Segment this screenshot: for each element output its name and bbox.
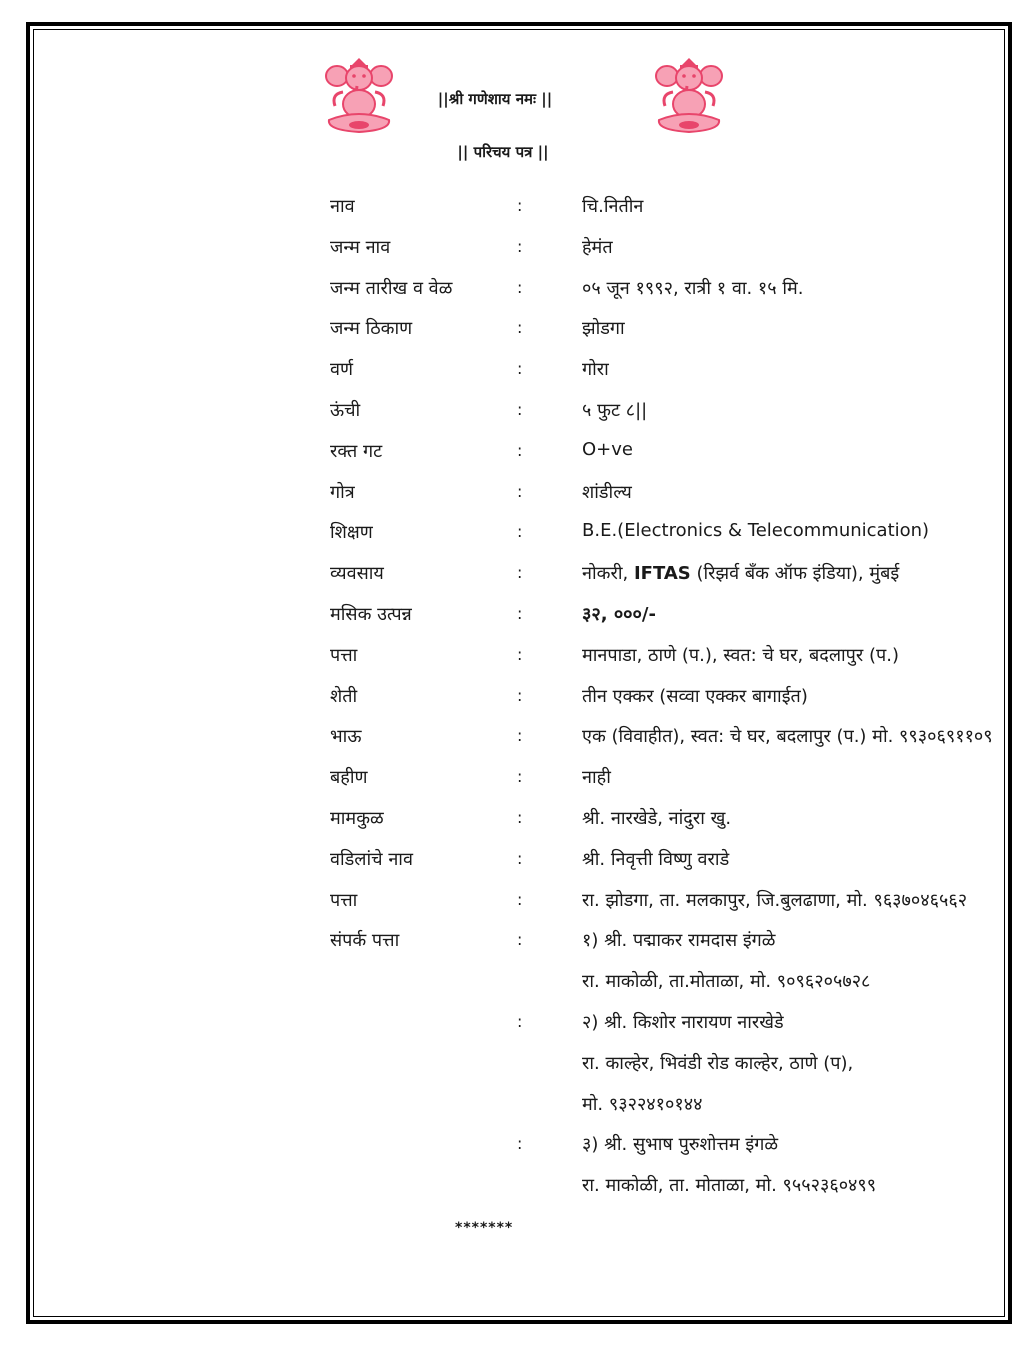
field-label: पत्ता xyxy=(330,644,358,666)
field-value: O+ve xyxy=(582,438,633,460)
field-separator: : xyxy=(517,318,523,338)
field-value: रा. झोडगा, ता. मलकापुर, जि.बुलढाणा, मो. ९६३७०४६५६२ xyxy=(582,889,968,911)
field-label: जन्म नाव xyxy=(330,236,391,258)
field-value: ३) श्री. सुभाष पुरुशोत्तम इंगळे xyxy=(582,1134,779,1156)
field-row xyxy=(0,235,1030,265)
field-row xyxy=(0,439,1030,469)
field-value: श्री. निवृत्ती विष्णु वराडे xyxy=(582,848,730,870)
field-row xyxy=(0,724,1030,754)
field-value: १) श्री. पद्माकर रामदास इंगळे xyxy=(582,930,776,952)
field-label: मसिक उत्पन्न xyxy=(330,604,412,625)
field-value: श्री. नारखेडे, नांदुरा खु. xyxy=(582,808,732,829)
field-value: B.E.(Electronics & Telecommunication) xyxy=(582,520,930,542)
field-separator: : xyxy=(517,196,523,215)
field-label: रक्त गट xyxy=(330,440,383,462)
field-row xyxy=(0,316,1030,346)
field-separator: : xyxy=(517,1134,523,1154)
field-value: ०५ जून १९९२, रात्री १ वा. १५ मि. xyxy=(582,277,804,299)
field-value: शांडील्य xyxy=(582,481,632,503)
field-value-bold: IFTAS xyxy=(633,563,691,585)
field-value: ५ फुट ८|| xyxy=(582,400,648,421)
field-row xyxy=(0,888,1030,918)
field-label: मामकुळ xyxy=(330,808,384,829)
field-row xyxy=(0,520,1030,550)
field-label: नाव xyxy=(330,196,355,217)
field-row xyxy=(0,357,1030,387)
field-value xyxy=(582,561,899,585)
field-separator: : xyxy=(517,1012,523,1031)
field-row xyxy=(0,847,1030,877)
field-value: झोडगा xyxy=(582,318,625,340)
footer-stars: ******* xyxy=(455,1220,514,1236)
field-label: बहीण xyxy=(330,767,368,789)
field-separator: : xyxy=(517,563,523,583)
field-separator: : xyxy=(517,685,523,705)
field-value: रा. माकोळी, ता.मोताळा, मो. ९०९६२०५७२८ xyxy=(582,971,871,993)
field-separator: : xyxy=(517,767,523,787)
field-separator: : xyxy=(517,440,523,460)
field-value: रा. काल्हेर, भिवंडी रोड काल्हेर, ठाणे (प), xyxy=(582,1052,854,1074)
field-value: मानपाडा, ठाणे (प.), स्वत: चे घर, बदलापुर (प.) xyxy=(582,644,899,666)
field-value: हेमंत xyxy=(582,236,613,258)
field-value-part: (रिझर्व बँक ऑफ इंडिया), मुंबई xyxy=(690,563,900,585)
field-row xyxy=(0,194,1030,224)
field-value: नाही xyxy=(582,767,611,789)
field-row xyxy=(0,1173,1030,1203)
document-title: || परिचय पत्र || xyxy=(457,143,549,161)
field-separator: : xyxy=(517,359,523,379)
field-row xyxy=(0,602,1030,632)
field-separator: : xyxy=(517,277,523,297)
field-separator: : xyxy=(517,930,523,950)
field-row xyxy=(0,1051,1030,1081)
field-row xyxy=(0,684,1030,714)
field-label: जन्म ठिकाण xyxy=(330,318,413,340)
field-row xyxy=(0,969,1030,999)
field-label: वर्ण xyxy=(330,359,354,381)
field-separator: : xyxy=(517,604,523,623)
field-value: गोरा xyxy=(582,359,609,381)
field-value-bold: ३२, ०००/- xyxy=(582,604,656,625)
field-row xyxy=(0,928,1030,958)
field-row xyxy=(0,1092,1030,1122)
field-label: पत्ता xyxy=(330,889,358,911)
field-separator: : xyxy=(517,481,523,501)
field-label: वडिलांचे नाव xyxy=(330,848,413,870)
field-separator: : xyxy=(517,644,523,664)
field-value xyxy=(582,602,656,626)
field-separator: : xyxy=(517,889,523,909)
field-label: शेती xyxy=(330,685,358,707)
field-label: व्यवसाय xyxy=(330,563,384,585)
field-separator: : xyxy=(517,726,523,746)
field-row xyxy=(0,765,1030,795)
field-separator: : xyxy=(517,848,523,868)
field-separator: : xyxy=(517,236,523,256)
field-label: जन्म तारीख व वेळ xyxy=(330,277,453,299)
field-row xyxy=(0,1010,1030,1040)
field-value: तीन एक्कर (सव्वा एक्कर बागाईत) xyxy=(582,685,808,707)
field-row xyxy=(0,480,1030,510)
field-row xyxy=(0,1132,1030,1162)
invocation-heading: ||श्री गणेशाय नमः || xyxy=(437,90,553,108)
field-label: शिक्षण xyxy=(330,522,373,544)
field-row xyxy=(0,643,1030,673)
field-value: एक (विवाहीत), स्वत: चे घर, बदलापुर (प.) मो. ९९३०६९११०९ xyxy=(582,726,993,748)
field-row xyxy=(0,398,1030,428)
field-label: ऊंची xyxy=(330,400,361,421)
field-row xyxy=(0,806,1030,836)
field-label: संपर्क पत्ता xyxy=(330,930,400,952)
field-value: २) श्री. किशोर नारायण नारखेडे xyxy=(582,1012,784,1033)
field-value: मो. ९३२२४१०१४४ xyxy=(582,1093,703,1115)
field-separator: : xyxy=(517,400,523,419)
field-row xyxy=(0,276,1030,306)
field-label: गोत्र xyxy=(330,481,355,503)
field-row xyxy=(0,561,1030,591)
field-separator: : xyxy=(517,522,523,542)
field-value: चि.नितीन xyxy=(582,196,644,217)
field-separator: : xyxy=(517,808,523,827)
field-value: रा. माकोळी, ता. मोताळा, मो. ९५५२३६०४९९ xyxy=(582,1175,877,1197)
field-value-part: नोकरी, xyxy=(582,563,634,585)
field-label: भाऊ xyxy=(330,726,362,748)
